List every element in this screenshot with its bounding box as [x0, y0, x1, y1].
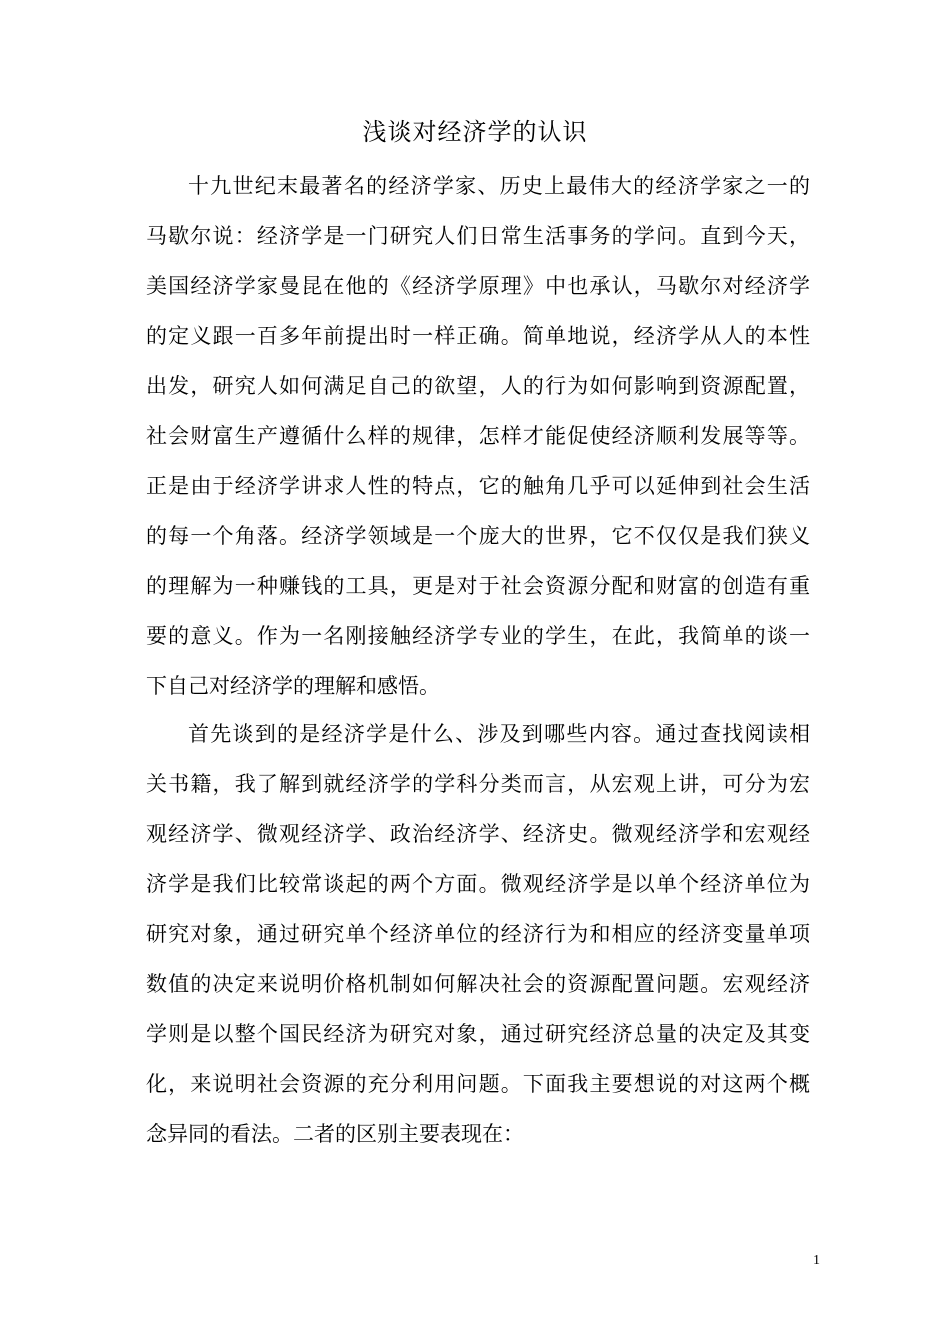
paragraph-1-line-5: 出发，研究人如何满足自己的欲望，人的行为如何影响到资源配置， — [146, 374, 810, 398]
paragraph-1-line-9: 的理解为一种赚钱的工具，更是对于社会资源分配和财富的创造有重 — [146, 574, 810, 598]
paragraph-1-line-8: 的每一个角落。经济学领域是一个庞大的世界，它不仅仅是我们狭义 — [146, 524, 810, 548]
paragraph-1-line-1: 十九世纪末最著名的经济学家、历史上最伟大的经济学家之一的 — [188, 174, 810, 198]
paragraph-2-line-1: 首先谈到的是经济学是什么、涉及到哪些内容。通过查找阅读相 — [188, 722, 810, 746]
paragraph-2-line-3: 观经济学、微观经济学、政治经济学、经济史。微观经济学和宏观经 — [146, 822, 810, 846]
paragraph-2-line-2: 关书籍，我了解到就经济学的学科分类而言，从宏观上讲，可分为宏 — [146, 772, 810, 796]
paragraph-1-line-11: 下自己对经济学的理解和感悟。 — [146, 674, 440, 698]
document-title: 浅谈对经济学的认识 — [362, 118, 588, 146]
paragraph-1-line-2: 马歇尔说：经济学是一门研究人们日常生活事务的学问。直到今天， — [146, 224, 810, 248]
paragraph-2-line-7: 学则是以整个国民经济为研究对象，通过研究经济总量的决定及其变 — [146, 1022, 810, 1046]
paragraph-2-line-6: 数值的决定来说明价格机制如何解决社会的资源配置问题。宏观经济 — [146, 972, 810, 996]
paragraph-2-line-5: 研究对象，通过研究单个经济单位的经济行为和相应的经济变量单项 — [146, 922, 810, 946]
paragraph-2-line-8: 化，来说明社会资源的充分利用问题。下面我主要想说的对这两个概 — [146, 1072, 810, 1096]
paragraph-1-line-7: 正是由于经济学讲求人性的特点，它的触角几乎可以延伸到社会生活 — [146, 474, 810, 498]
paragraph-1-line-10: 要的意义。作为一名刚接触经济学专业的学生，在此，我简单的谈一 — [146, 624, 810, 648]
paragraph-2-line-4: 济学是我们比较常谈起的两个方面。微观经济学是以单个经济单位为 — [146, 872, 810, 896]
paragraph-1-line-3: 美国经济学家曼昆在他的《经济学原理》中也承认，马歇尔对经济学 — [146, 274, 810, 298]
paragraph-1-line-4: 的定义跟一百多年前提出时一样正确。简单地说，经济学从人的本性 — [146, 324, 810, 348]
page-number: 1 — [813, 1253, 820, 1268]
paragraph-1-line-6: 社会财富生产遵循什么样的规律，怎样才能促使经济顺利发展等等。 — [146, 424, 810, 448]
paragraph-2-line-9: 念异同的看法。二者的区别主要表现在： — [146, 1122, 524, 1146]
